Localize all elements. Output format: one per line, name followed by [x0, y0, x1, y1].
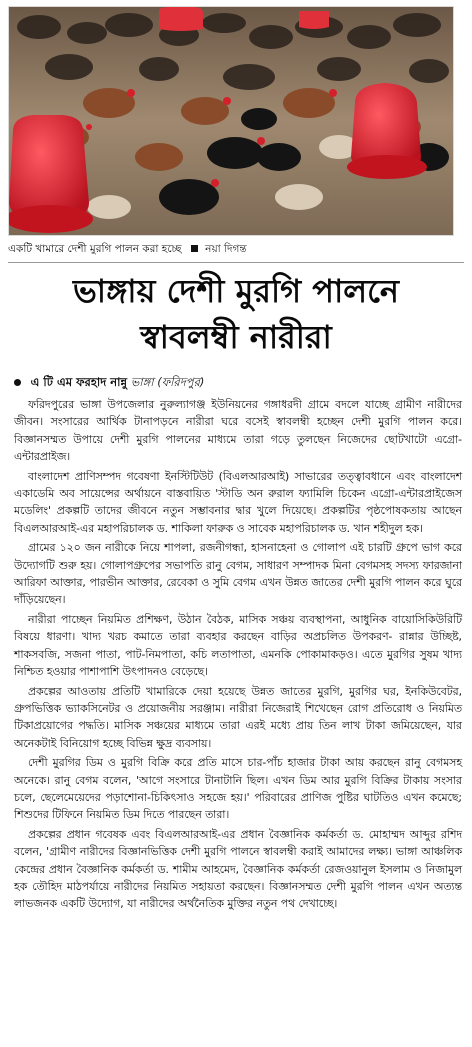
paragraph: প্রকল্পের আওতায় প্রতিটি খামারিকে দেয়া হয়েছে উন্নত জাতের মুরগি, মুরগির ঘর, ইনকিউবেটর, গ্রুপভিত্তিক ভ্যাকসিনেটর ও প্রয়োজনীয় সরঞ্জাম। নারীরা নিজেরাই শিখেছেন রোগ প্রতিরোধ ও নিয়মিত টিকাপ্রয়োগের পদ্ধতি। মাসিক সঞ্চয়ের মাধ্যমে তারা এরই মধ্যে প্রায় তিন লাখ টাকা জমিয়েছেন, যার অনেকটাই বিনিয়োগ হচ্ছে বিভিন্ন ক্ষুদ্র ব্যবসায়।: [14, 684, 462, 750]
paragraph: নারীরা পাচ্ছেন নিয়মিত প্রশিক্ষণ, উঠান বৈঠক, মাসিক সঞ্চয় ব্যবস্থাপনা, আধুনিক বায়োসিকিউরিটি বিষয়ে ধারণা। খাদ্য খরচ কমাতে তারা ব্যবহার করছেন বাড়ির অপ্রচলিত উপকরণ- রান্নার উচ্ছিষ্ট, শাকসবজি, সজনা পাতা, পাট-নিমপাতা, কচি লতাপাতা, এমনকি পোকামাকড়ও। এতে মুরগির সুষম খাদ্য নিশ্চিত হওয়ার পাশাপাশি উৎপাদনও বেড়েছে।: [14, 612, 462, 679]
headline-line-1: ভাঙ্গায় দেশী মুরগি পালনে: [72, 272, 400, 310]
paragraph: প্রকল্পের প্রধান গবেষক এবং বিএলআরআই-এর প্রধান বৈজ্ঞানিক কর্মকর্তা ড. মোহাম্মদ আব্দুর রশিদ বলেন, 'গ্রামীণ নারীদের বিজ্ঞানভিত্তিক দেশী মুরগি পালনে স্বাবলম্বী করাই আমাদের লক্ষ্য। ভাঙ্গা আঞ্চলিক কেন্দ্রের প্রধান বৈজ্ঞানিক কর্মকর্তা ড. শামীম আহমেদ, বৈজ্ঞানিক কর্মকর্তা রেজওয়ানুল ইসলাম ও নিজামুল হক তৌহিদ মাঠপর্যায়ে নারীদের নিয়মিত সহায়তা করছেন। বিজ্ঞানসম্মত দেশী মুরগি পালন এখন অত্যন্ত লাভজনক একটি উদ্যোগ, যা নারীদের অর্থনৈতিক মুক্তির নতুন পথ দেখাচ্ছে।: [14, 827, 462, 911]
article-body: [14, 396, 462, 915]
photo-caption: [8, 240, 464, 258]
caption-text: একটি খামারে দেশী মুরগি পালন করা হচ্ছে: [8, 243, 182, 255]
headline-line-2: স্বাবলম্বী নারীরা: [140, 318, 332, 356]
paragraph: ফরিদপুরের ভাঙ্গা উপজেলার নুরুল্যাগঞ্জ ইউনিয়নের গঙ্গাধরদী গ্রামে বদলে যাচ্ছে গ্রামীণ নারীদের জীবন। সংসারের আর্থিক টানাপড়নে নারীরা ঘরে বসেই স্বাবলম্বী হচ্ছেন দেশী মুরগি পালন করে। বিজ্ঞানসম্মত উপায়ে দেশী মুরগি পালনের মাধ্যমে তারা গড়ে তুলছেন নিজেদের ছোটখাটো এগ্রো-এন্টারপ্রাইজ।: [14, 398, 462, 464]
byline-location: ভাঙ্গা (ফরিদপুর): [130, 375, 205, 389]
byline: [14, 373, 464, 391]
caption-source: নয়া দিগন্ত: [205, 243, 247, 255]
headline: [8, 268, 464, 360]
paragraph: গ্রামের ১২০ জন নারীকে নিয়ে শাপলা, রজনীগন্ধা, হাসনাহেনা ও গোলাপ এই চারটি গ্রুপে ভাগ করে উদ্যোগটি শুরু হয়। গোলাপগ্রুপের সভাপতি রানু বেগম, সাধারণ সম্পাদক মিনা বেগমসহ সদস্য ফারজানা আরিফা আক্তার, পারভীন আক্তার, রেবেকা ও সুমি বেগম এখন উন্নত জাতের দেশী মুরগি পালন করে ঘুরে দাঁড়িয়েছেন।: [14, 541, 462, 607]
chicken-farm-photo: [8, 6, 454, 236]
paragraph: দেশী মুরগির ডিম ও মুরগি বিক্রি করে প্রতি মাসে চার-পাঁচ হাজার টাকা আয় করছেন রানু বেগমসহ অনেকে। রানু বেগম বলেন, 'আগে সংসারে টানাটানি ছিল। এখন ডিম আর মুরগি বিক্রির টাকায় সংসার চলে, ছেলেমেয়েদের পড়াশোনা-চিকিৎসাও সহজে হয়।' পরিবারের প্রাণিজ পুষ্টির ঘাটতিও এখন কমেছে; শিশুদের টিফিনে নিয়মিত ডিম দিতে পারছেন তারা।: [14, 756, 462, 822]
bullet-icon: [14, 379, 21, 386]
chicken-farm-image: [9, 7, 453, 235]
byline-author: এ টি এম ফরহাদ নান্নু: [30, 375, 128, 389]
caption-separator-icon: [191, 245, 198, 252]
divider: [8, 262, 464, 263]
paragraph: বাংলাদেশ প্রাণিসম্পদ গবেষণা ইনস্টিটিউট (বিএলআরআই) সাভারের তত্ত্বাবধানে এবং বাংলাদেশ একাডেমি অব সায়েন্সের অর্থায়নে বাস্তবায়িত 'স্টাডি অন রুরাল ফ্যামিলি চিকেন এগ্রো-এন্টারপ্রাইজেস মডেলিং' প্রকল্পটি তাদের জীবনে নতুন সম্ভাবনার দ্বার খুলে দিয়েছে। প্রকল্পটির পৃষ্ঠপোষকতায় আছেন বিএলআরআই-এর মহাপরিচালক ড. শাকিলা ফারুক ও সাবেক মহাপরিচালক ড. খান শহীদুল হক।: [14, 469, 462, 535]
